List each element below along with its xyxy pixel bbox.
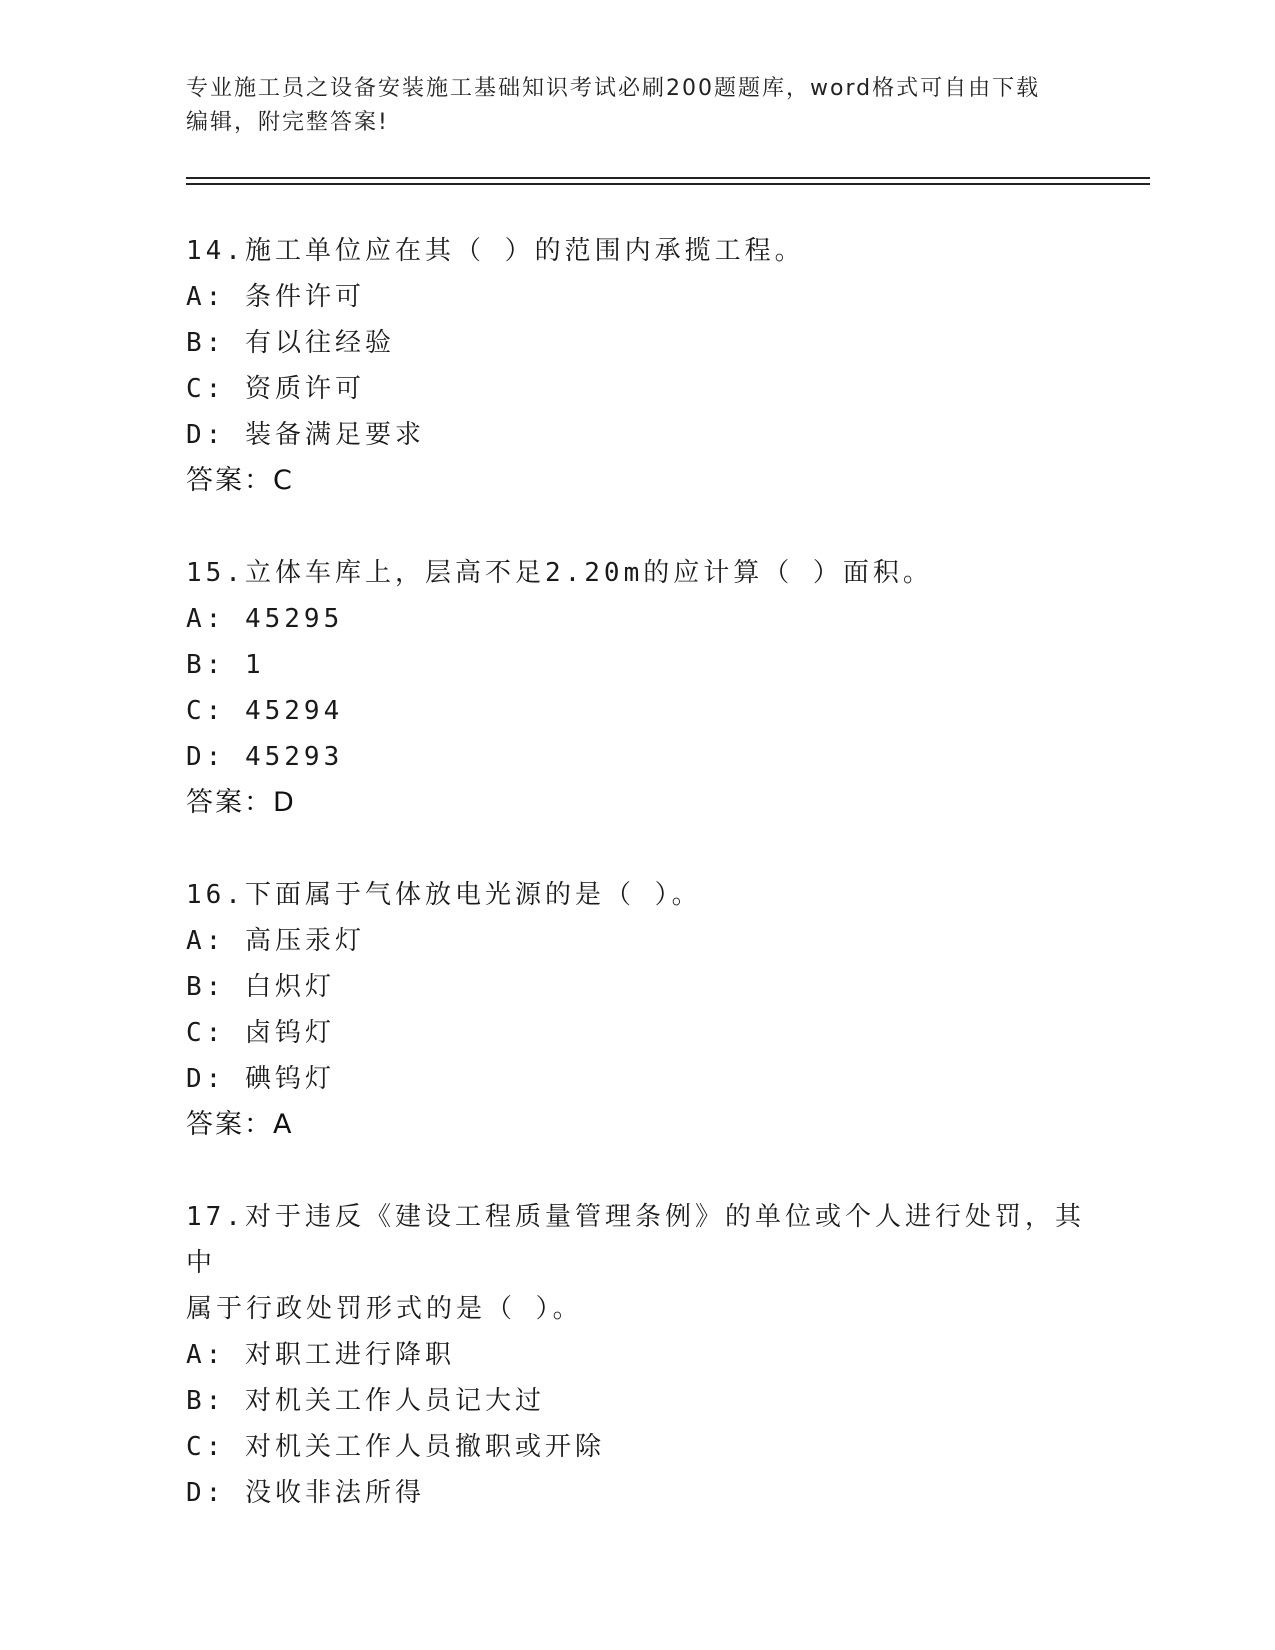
- option-d: D: 装备满足要求: [186, 420, 425, 450]
- option-c: C: 对机关工作人员撤职或开除: [186, 1432, 605, 1462]
- option-a: A: 条件许可: [186, 282, 365, 312]
- option-a: A: 高压汞灯: [186, 926, 365, 956]
- answer-line: 答案：C: [186, 465, 294, 496]
- question-15: [186, 550, 1086, 826]
- option-b: B: 1: [186, 650, 265, 680]
- header-divider-top: [186, 177, 1150, 179]
- answer-line: 答案：A: [186, 1109, 294, 1140]
- question-stem: 15.立体车库上，层高不足2.20m的应计算（ ）面积。: [186, 558, 933, 588]
- document-header: [186, 72, 1086, 140]
- option-a: A: 45295: [186, 604, 344, 634]
- header-line-2: 编辑，附完整答案!: [186, 110, 389, 135]
- option-b: B: 有以往经验: [186, 328, 395, 358]
- option-b: B: 白炽灯: [186, 972, 335, 1002]
- question-14: [186, 228, 1086, 504]
- option-c: C: 45294: [186, 696, 344, 726]
- option-d: D: 没收非法所得: [186, 1478, 425, 1508]
- option-c: C: 资质许可: [186, 374, 365, 404]
- option-d: D: 碘钨灯: [186, 1064, 335, 1094]
- question-stem-line-1: 17.对于违反《建设工程质量管理条例》的单位或个人进行处罚，其中: [186, 1202, 1085, 1278]
- question-list: [186, 228, 1086, 1562]
- question-stem: 16.下面属于气体放电光源的是（ ）。: [186, 880, 702, 910]
- question-16: [186, 872, 1086, 1148]
- question-stem-line-2: 属于行政处罚形式的是（ ）。: [186, 1294, 583, 1324]
- option-b: B: 对机关工作人员记大过: [186, 1386, 545, 1416]
- answer-line: 答案：D: [186, 787, 296, 818]
- header-line-1: 专业施工员之设备安装施工基础知识考试必刷200题题库，word格式可自由下载: [186, 76, 1041, 101]
- question-stem: 14.施工单位应在其（ ）的范围内承揽工程。: [186, 236, 805, 266]
- option-a: A: 对职工进行降职: [186, 1340, 455, 1370]
- header-divider-bottom: [186, 183, 1150, 185]
- option-c: C: 卤钨灯: [186, 1018, 335, 1048]
- question-17: [186, 1194, 1086, 1516]
- option-d: D: 45293: [186, 742, 344, 772]
